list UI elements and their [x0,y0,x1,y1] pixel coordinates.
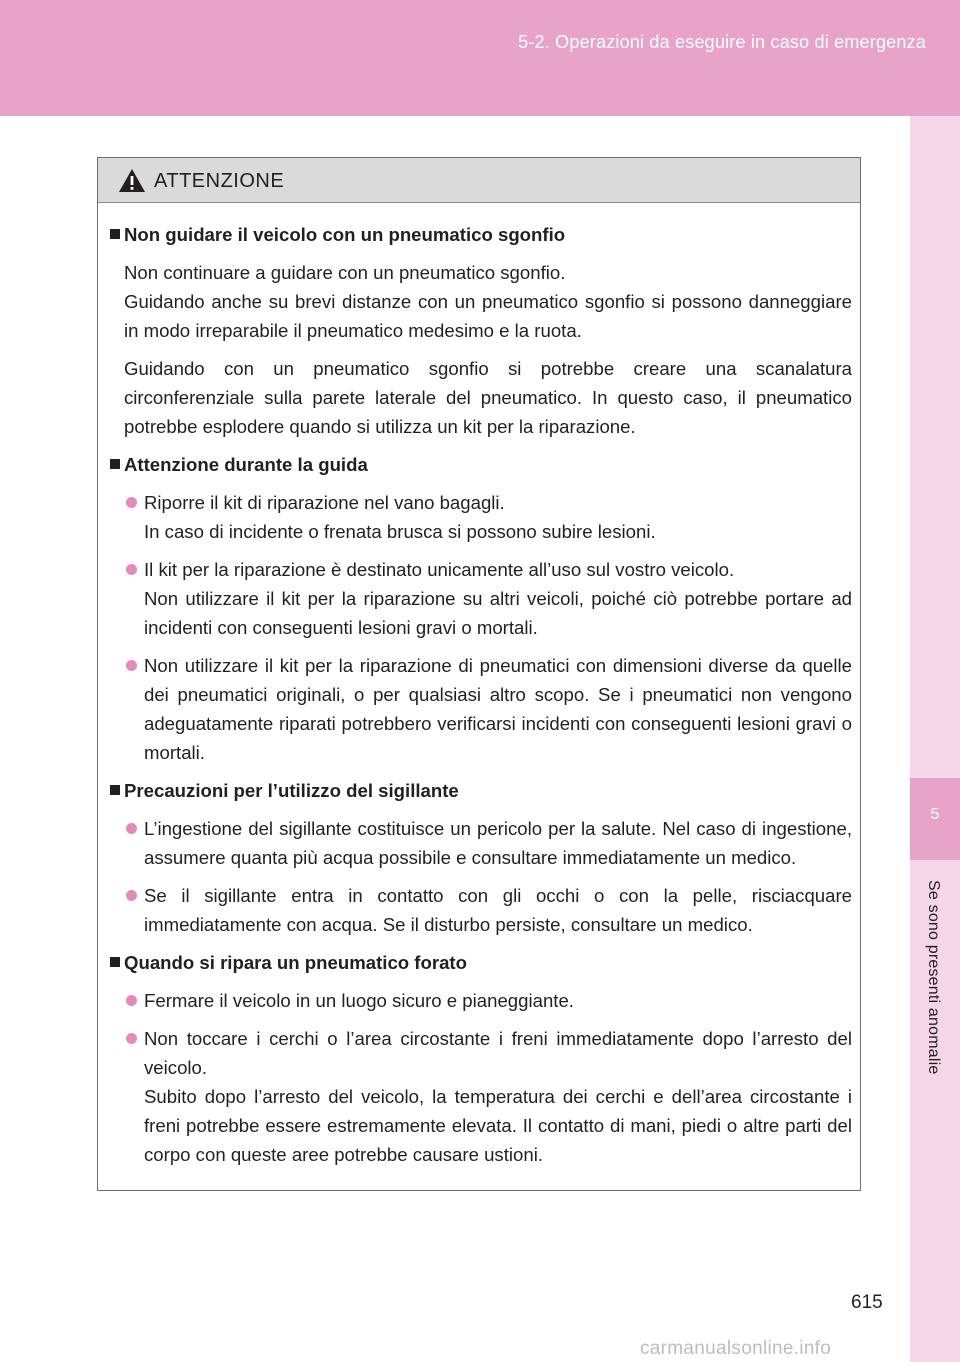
warning-title: ATTENZIONE [154,170,285,192]
chapter-label: Se sono presenti anomalie [925,880,942,1075]
round-bullet-icon [126,995,137,1006]
list-item: Non utilizzare il kit per la riparazione di pneumatici con dimensioni diverse da quelle dei pneumatici originali, o per qualsiasi altro scopo. Se i pneumatici non vengono adeguatamente riparati potrebbero verificarsi incidenti con conseguenti lesioni gravi o mortali. [108,651,852,767]
list-item: Se il sigillante entra in contatto con gli occhi o con la pelle, risciacquare immediatamente con acqua. Se il disturbo persiste, consultare un medico. [108,881,852,939]
round-bullet-icon [126,564,137,575]
list-item: Non toccare i cerchi o l’area circostante i freni immediatamente dopo l’arresto del veicolo. Subito dopo l’arresto del veicolo, la temperatura dei cerchi e dell’area circostante i freni potrebbe essere estremamente elevata. Il contatto di mani, piedi o altre parti del corpo con queste aree potrebbe causare ustioni. [108,1024,852,1169]
square-bullet-icon [110,785,120,795]
list-item: Il kit per la riparazione è destinato unicamente all’uso sul vostro veicolo. Non utilizzare il kit per la riparazione su altri veicoli, poiché ciò potrebbe portare ad incidenti con conseguenti lesioni gravi o mortali. [108,555,852,642]
chapter-number: 5 [930,806,940,823]
warning-box [97,157,861,1191]
warning-body [98,203,860,1169]
paragraph: Guidando con un pneumatico sgonfio si potrebbe creare una scanalatura circonferenziale sulla parete laterale del pneumatico. In questo caso, il pneumatico potrebbe esplodere quando si utilizza un kit per la riparazione. [124,358,852,437]
list-item: Fermare il veicolo in un luogo sicuro e pianeggiante. [108,986,852,1015]
round-bullet-icon [126,497,137,508]
square-bullet-icon [110,459,120,469]
list-item: L’ingestione del sigillante costituisce un pericolo per la salute. Nel caso di ingestione, assumere quanta più acqua possibile e consultare immediatamente un medico. [108,814,852,872]
section-heading: Precauzioni per l’utilizzo del sigillante [108,776,852,805]
square-bullet-icon [110,957,120,967]
round-bullet-icon [126,823,137,834]
section-title: 5-2. Operazioni da eseguire in caso di emergenza [518,32,926,52]
list-item: Riporre il kit di riparazione nel vano bagagli. In caso di incidente o frenata brusca si possono subire lesioni. [108,488,852,546]
page-number: 615 [851,1292,883,1313]
warning-triangle-icon [118,168,146,193]
section-heading: Quando si ripara un pneumatico forato [108,948,852,977]
watermark: carmanualsonline.info [640,1338,832,1359]
square-bullet-icon [110,229,120,239]
round-bullet-icon [126,890,137,901]
section-heading: Non guidare il veicolo con un pneumatico sgonfio [108,220,852,249]
chapter-side-strip [910,116,960,1362]
round-bullet-icon [126,660,137,671]
section-heading: Attenzione durante la guida [108,450,852,479]
round-bullet-icon [126,1033,137,1044]
paragraph: Non continuare a guidare con un pneumatico sgonfio. Guidando anche su brevi distanze con un pneumatico sgonfio si possono danneggiare in modo irreparabile il pneumatico medesimo e la ruota. [124,262,852,341]
warning-header [98,158,860,203]
chapter-label-wrap [910,880,960,1140]
page-header [0,0,960,116]
